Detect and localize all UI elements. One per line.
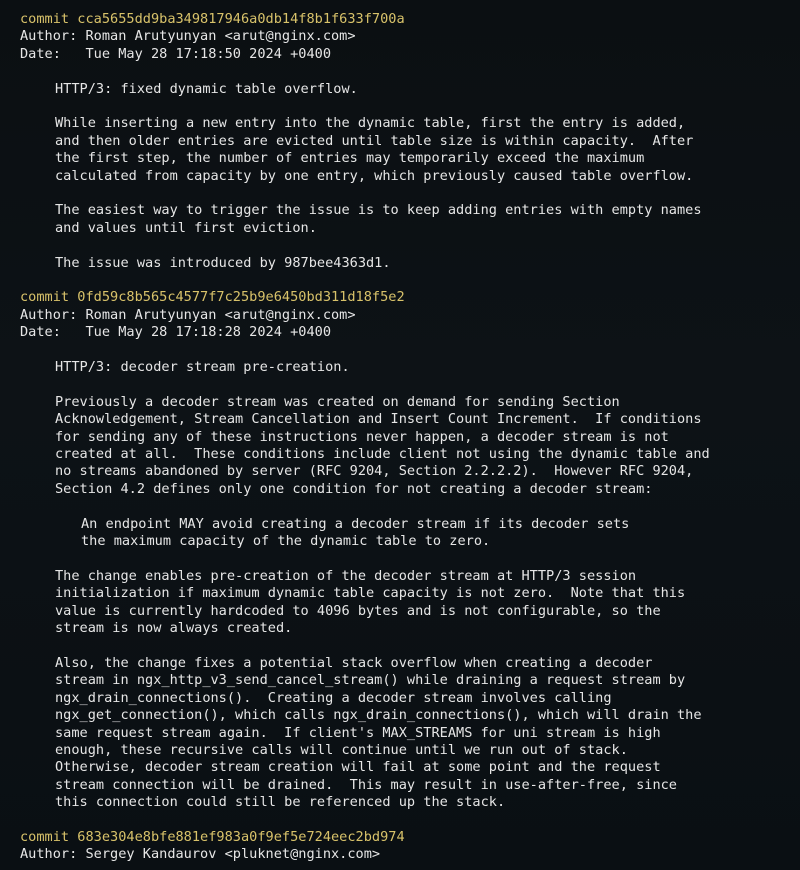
blank-line [20,63,800,80]
blank-line [20,237,800,254]
blank-line [20,342,800,359]
commit-entry [20,11,800,289]
body-line: Previously a decoder stream was created on demand for sending Section [55,393,620,410]
date-line: Date: Tue May 28 17:18:50 2024 +0400 [20,45,331,62]
body-line: The easiest way to trigger the issue is to keep adding entries with empty names [55,202,702,219]
body-line: Also, the change fixes a potential stack overflow when creating a decoder [55,654,653,671]
commit-subject: HTTP/3: decoder stream pre-creation. [55,359,350,376]
body-line: stream is now always created. [55,620,293,637]
body-line: Acknowledgement, Stream Cancellation and Insert Count Increment. If conditions [55,411,702,428]
author-line: Author: Roman Arutyunyan <arut@nginx.com> [20,306,356,323]
body-line: created at all. These conditions include client not using the dynamic table and [55,446,710,463]
blank-line [20,812,800,829]
body-line: calculated from capacity by one entry, which previously caused table overflow. [55,167,694,184]
body-line: this connection could still be referenced up the stack. [55,794,506,811]
body-line: the first step, the number of entries may temporarily exceed the maximum [55,150,645,167]
blank-line [20,272,800,289]
body-line: enough, these recursive calls will continue until we run out of stack. [55,741,628,758]
body-line: While inserting a new entry into the dynamic table, first the entry is added, [55,115,686,132]
body-line: Section 4.2 defines only one condition for not creating a decoder stream: [55,480,653,497]
body-line: and then older entries are evicted until table size is within capacity. After [55,132,694,149]
commit-hash-line: commit cca5655dd9ba349817946a0db14f8b1f633f700a [20,11,405,27]
body-line: for sending any of these instructions never happen, a decoder stream is not [55,428,669,445]
quoted-line: An endpoint MAY avoid creating a decoder stream if its decoder sets [81,515,630,532]
date-line: Date: Tue May 28 17:18:28 2024 +0400 [20,324,331,341]
commit-entry [20,289,800,829]
blank-line [20,98,800,115]
commit-hash-line: commit 0fd59c8b565c4577f7c25b9e6450bd311d18f5e2 [20,289,405,306]
body-line: The change enables pre-creation of the decoder stream at HTTP/3 session [55,567,637,584]
blank-line [20,550,800,567]
commit-entry [20,829,800,864]
blank-line [20,376,800,393]
body-line: same request stream again. If client's MAX_STREAMS for uni stream is high [55,724,661,741]
body-line: Otherwise, decoder stream creation will fail at some point and the request [55,759,661,776]
body-line: no streams abandoned by server (RFC 9204, Section 2.2.2.2). However RFC 9204, [55,463,694,480]
blank-line [20,185,800,202]
commit-subject: HTTP/3: fixed dynamic table overflow. [55,80,358,97]
body-line: stream connection will be drained. This may result in use-after-free, since [55,776,677,793]
blank-line [20,498,800,515]
body-line: ngx_get_connection(), which calls ngx_drain_connections(), which will drain the [55,707,702,724]
body-line: value is currently hardcoded to 4096 bytes and is not configurable, so the [55,602,661,619]
body-line: The issue was introduced by 987bee4363d1. [55,254,391,271]
body-line: ngx_drain_connections(). Creating a decoder stream involves calling [55,689,612,706]
author-line: Author: Sergey Kandaurov <pluknet@nginx.com> [20,846,381,863]
blank-line [20,637,800,654]
body-line: initialization if maximum dynamic table capacity is not zero. Note that this [55,585,686,602]
body-line: and values until first eviction. [55,219,317,236]
author-line: Author: Roman Arutyunyan <arut@nginx.com> [20,28,356,45]
body-line: stream in ngx_http_v3_send_cancel_stream() while draining a request stream by [55,672,686,689]
quoted-line: the maximum capacity of the dynamic table to zero. [81,533,491,550]
commit-hash-line: commit 683e304e8bfe881ef983a0f9ef5e724eec2bd974 [20,828,405,845]
